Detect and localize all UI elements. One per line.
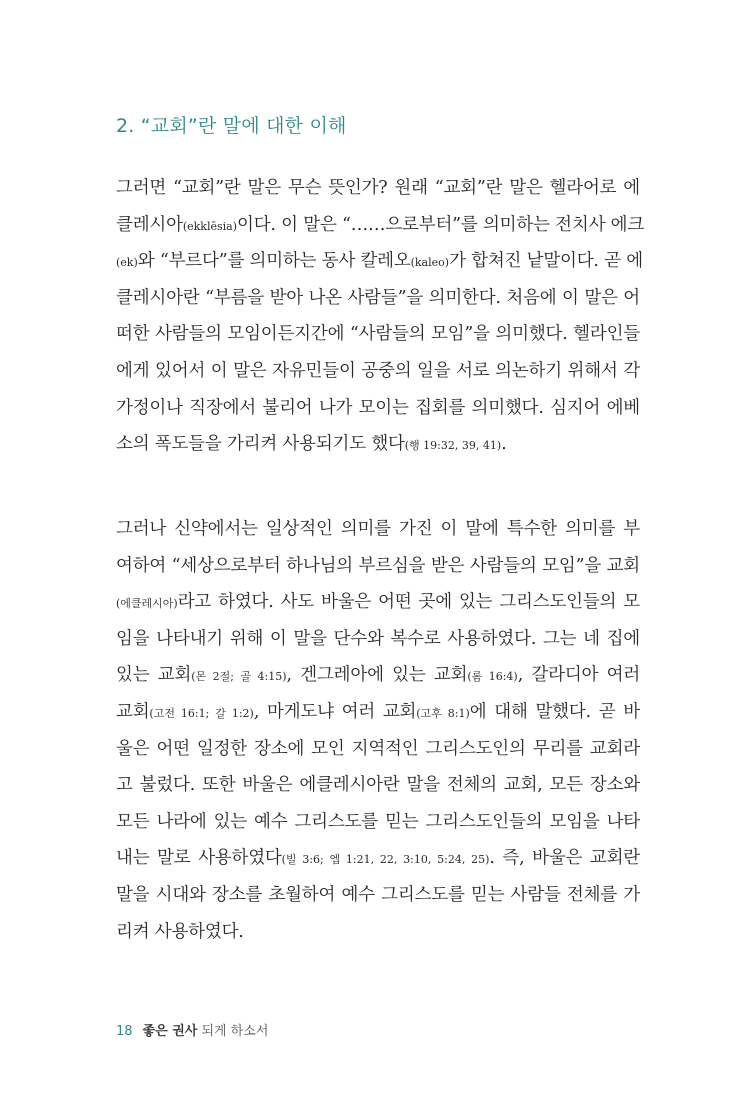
text-run: 그러면 “교회”란 말은 무슨 뜻인가? 원래 “교회”란 말은 헬라어로 에 — [116, 178, 640, 198]
reference-note: (빌 3:6; 엡 1:21, 22, 3:10, 5:24, 25) — [281, 853, 490, 867]
reference-note: (ek) — [116, 256, 138, 270]
text-line — [116, 737, 640, 761]
text-run: 소의 폭도들을 가리켜 사용되기도 했다 — [116, 434, 405, 455]
text-line — [116, 773, 640, 797]
text-line — [116, 517, 640, 541]
text-line — [116, 249, 643, 273]
text-line — [116, 213, 645, 237]
text-line — [116, 920, 640, 944]
text-run: 임을 나타내기 위해 이 말을 단수와 복수로 사용하였다. 그는 네 집에 — [116, 628, 640, 649]
text-run: 에 대해 말했다. 곧 바 — [469, 702, 640, 722]
text-line — [116, 810, 640, 834]
text-run: 교회 — [116, 702, 150, 722]
text-run: 라고 하였다. 사도 바울은 어떤 곳에 있는 그리스도인들의 모 — [177, 592, 640, 613]
text-line — [116, 176, 640, 200]
text-line — [116, 359, 640, 383]
text-run: 고 불렀다. 또한 바울은 에클레시아란 말을 전체의 교회, 모든 장소와 — [116, 775, 640, 796]
text-run: 이다. 이 말은 “……으로부터”를 의미하는 전치사 에크 — [237, 214, 645, 235]
text-run: 가정이나 직장에서 불리어 나가 모이는 집회를 의미했다. 심지어 에베 — [116, 397, 640, 418]
text-run: 울은 어떤 일정한 장소에 모인 지역적인 그리스도인의 무리를 교회라 — [116, 738, 640, 759]
reference-note: (롬 16:4) — [467, 670, 518, 684]
text-run: 클레시아란 “부름을 받아 나온 사람들”을 의미한다. 처음에 이 말은 어 — [116, 287, 640, 308]
text-line — [116, 700, 640, 724]
text-run: 모든 나라에 있는 예수 그리스도를 믿는 그리스도인들의 모임을 나타 — [116, 811, 640, 832]
text-line — [116, 663, 640, 687]
text-run: 말을 시대와 장소를 초월하여 예수 그리스도를 믿는 사람들 전체를 가 — [116, 885, 640, 905]
reference-note: (고후 8:1) — [416, 707, 470, 720]
page-number: 18 — [116, 1024, 133, 1039]
text-run: 에게 있어서 이 말은 자유민들이 공중의 일을 서로 의논하기 위해서 각 — [116, 361, 640, 381]
text-run: , 갈라디아 여러 — [517, 665, 641, 686]
page-footer — [116, 1020, 268, 1039]
text-run: . 즉, 바울은 교회란 — [489, 848, 640, 869]
text-run: 여하여 “세상으로부터 하나님의 부르심을 받은 사람들의 모임”을 교회 — [116, 555, 640, 576]
reference-note: (고전 16:1; 갈 1:2) — [149, 707, 254, 720]
text-line — [116, 432, 640, 456]
text-run: . — [501, 434, 507, 455]
text-line — [116, 396, 640, 420]
text-run: , 겐그레아에 있는 교회 — [286, 665, 468, 686]
text-line — [116, 627, 640, 651]
text-line — [116, 554, 640, 578]
book-title: 좋은 권사 — [142, 1024, 198, 1039]
text-run: 가 합쳐진 낱말이다. 곧 에 — [449, 251, 643, 272]
text-run: , 마게도냐 여러 교회 — [253, 702, 417, 722]
text-line — [116, 322, 640, 346]
book-subtitle: 되게 하소서 — [201, 1024, 269, 1039]
reference-note: (몬 2절; 골 4:15) — [191, 670, 287, 684]
text-run: 와 “부르다”를 의미하는 동사 칼레오 — [137, 251, 411, 272]
text-line — [116, 286, 640, 310]
text-run: 떠한 사람들의 모임이든지간에 “사람들의 모임”을 의미했다. 헬라인들 — [116, 324, 640, 345]
text-line — [116, 590, 640, 614]
text-run: 리켜 사용하였다. — [116, 921, 244, 942]
text-run: 클레시아 — [116, 214, 183, 235]
reference-note: (행 19:32, 39, 41) — [404, 439, 502, 453]
text-run: 있는 교회 — [116, 665, 192, 686]
text-line — [116, 846, 640, 870]
reference-note: (ekklēsia) — [182, 219, 238, 233]
text-run: 내는 말로 사용하였다 — [116, 848, 282, 869]
reference-note: (에클레시아) — [116, 597, 178, 611]
reference-note: (kaleo) — [410, 256, 450, 270]
text-run: 그러나 신약에서는 일상적인 의미를 가진 이 말에 특수한 의미를 부 — [116, 519, 640, 539]
section-title: 2. “교회”란 말에 대한 이해 — [116, 115, 347, 137]
text-line — [116, 883, 640, 907]
